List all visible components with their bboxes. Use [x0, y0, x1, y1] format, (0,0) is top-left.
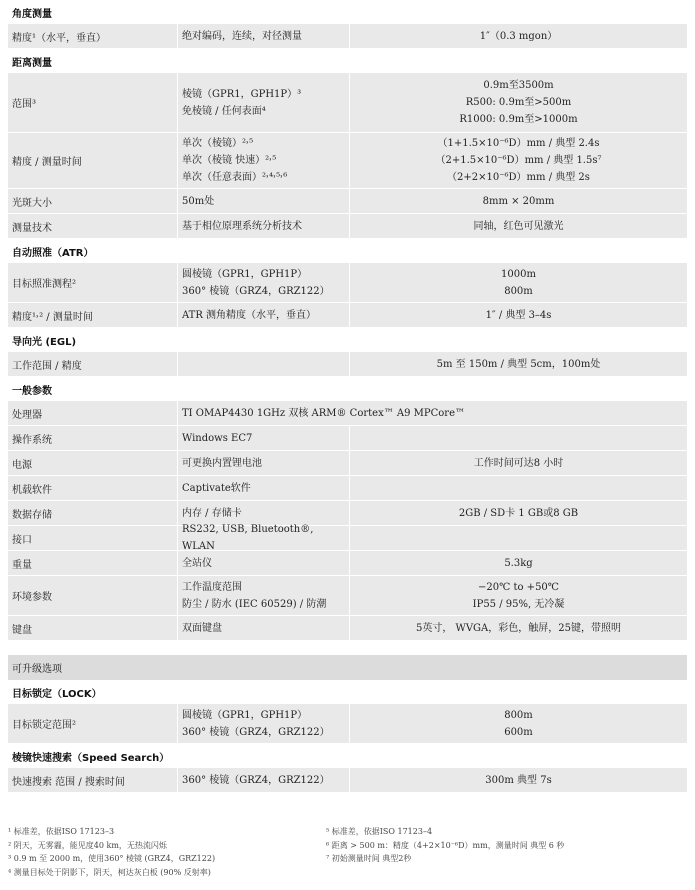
spacer: [8, 641, 687, 655]
spec-value: [350, 476, 687, 500]
spec-condition: [178, 576, 350, 615]
spec-value-line: （2+2×10⁻⁶D）mm / 典型 2s: [447, 172, 590, 183]
spec-value-line: IP55 / 95%, 无冷凝: [472, 598, 565, 610]
spec-value-line: 5.3kg: [504, 557, 533, 569]
spec-condition: [178, 768, 350, 792]
spec-condition-line: Windows EC7: [182, 432, 253, 444]
spec-label: 目标照准测程²: [8, 263, 178, 302]
section-title: 一般参数: [8, 377, 687, 401]
spec-value: [350, 616, 687, 640]
spec-value: [350, 526, 687, 550]
spec-value-line: R500: 0.9m至>500m: [465, 97, 572, 108]
footnote: ³ 0.9 m 至 2000 m，使用360° 棱镜 (GRZ4，GRZ122): [8, 854, 216, 863]
footnote: ⁶ 距离 > 500 m：精度（4+2×10⁻⁶D）mm，测量时间 典型 6 秒: [326, 840, 565, 850]
footnote: ² 阴天，无雾霾，能见度40 km，无热流闪烁: [8, 840, 167, 850]
spec-condition: [178, 616, 350, 640]
spec-condition-line: TI OMAP4430 1GHz 双核 ARM® Cortex™ A9 MPCore™: [182, 407, 465, 419]
spec-row: [8, 214, 687, 239]
spec-value: [350, 214, 687, 238]
spec-condition-line: 全站仪: [182, 557, 212, 569]
spec-label: 目标锁定范围²: [8, 704, 178, 743]
spec-value-line: 300m 典型 7s: [485, 774, 552, 786]
spec-row: [8, 303, 687, 328]
spec-row: [8, 768, 687, 793]
spec-value: [350, 426, 687, 450]
footnote: ¹ 标准差，依据ISO 17123–3: [8, 827, 115, 836]
spec-condition: [178, 551, 350, 575]
spec-value: [350, 133, 687, 188]
spec-label: 操作系统: [8, 426, 178, 450]
spec-value-line: 800m: [504, 709, 533, 721]
spec-value: [350, 352, 687, 376]
footnotes-right: [326, 825, 644, 879]
spec-condition: [178, 704, 350, 743]
spec-row: [8, 616, 687, 641]
spec-row: [8, 476, 687, 501]
section-title: 角度测量: [8, 0, 687, 24]
spec-value: [350, 451, 687, 475]
spec-value: [350, 73, 687, 132]
spec-row: [8, 189, 687, 214]
spec-value: [350, 501, 687, 525]
spec-value: [350, 768, 687, 792]
spec-condition-line: 360° 棱镜（GRZ4，GRZ122）: [182, 285, 330, 297]
spec-label: 精度¹˒² / 测量时间: [8, 303, 178, 327]
spec-condition: [178, 133, 350, 188]
spec-value-line: 0.9m至3500m: [483, 80, 554, 91]
spec-value-line: 1000m: [501, 268, 536, 280]
spec-value: [350, 303, 687, 327]
spec-condition-line: 单次（棱镜）²˒⁵: [182, 138, 254, 149]
spec-condition: [178, 426, 350, 450]
spec-condition-line: 防尘 / 防水 (IEC 60529) / 防潮: [182, 598, 327, 610]
spec-condition-line: 单次（任意表面）²˒⁴˒⁵˒⁶: [182, 172, 288, 183]
spec-label: 精度¹（水平，垂直）: [8, 24, 178, 48]
spec-row: [8, 704, 687, 744]
spec-value-line: 2GB / SD卡 1 GB或8 GB: [458, 507, 579, 519]
spec-value-line: 600m: [504, 726, 533, 738]
spec-condition-line: 圆棱镜（GPR1，GPH1P）: [182, 709, 308, 721]
spec-value-line: 1″ / 典型 3–4s: [485, 309, 552, 321]
spec-value-line: 5m 至 150m / 典型 5cm，100m处: [436, 358, 601, 370]
spec-label: 处理器: [8, 401, 178, 425]
spec-row: [8, 73, 687, 133]
spec-label: 测量技术: [8, 214, 178, 238]
spec-value: [350, 704, 687, 743]
spec-condition-line: 双面键盘: [182, 622, 222, 634]
spec-row: [8, 401, 687, 426]
spec-row: [8, 263, 687, 303]
spec-condition-line: RS232, USB, Bluetooth®, WLAN: [182, 524, 314, 552]
spec-condition-line: 工作温度范围: [182, 581, 242, 593]
footnote: ⁴ 测量目标处于阴影下，阴天，柯达灰白板 (90% 反射率): [8, 867, 211, 877]
spec-value-line: 5英寸， WVGA，彩色，触屏，25键，带照明: [416, 622, 621, 634]
spec-condition: [178, 303, 350, 327]
spec-condition: [178, 24, 350, 48]
spec-value-line: 同轴，红色可见激光: [473, 220, 564, 232]
spec-row: [8, 526, 687, 551]
spec-condition-line: 绝对编码，连续，对径测量: [182, 30, 302, 42]
spec-value-line: 1″（0.3 mgon）: [479, 30, 558, 42]
spec-condition: [178, 263, 350, 302]
spec-row: [8, 576, 687, 616]
spec-value: [350, 551, 687, 575]
spec-value: [350, 189, 687, 213]
footnote: ⁵ 标准差，依据ISO 17123–4: [326, 827, 433, 836]
section-title: 自动照准（ATR）: [8, 239, 687, 263]
spec-row: [8, 551, 687, 576]
spec-condition-line: 50m处: [182, 195, 215, 207]
spec-value: [350, 24, 687, 48]
spec-label: 精度 / 测量时间: [8, 133, 178, 188]
section-title: 目标锁定（LOCK）: [8, 680, 687, 704]
footnotes-left: [8, 825, 326, 879]
spec-label: 重量: [8, 551, 178, 575]
spec-condition: [178, 214, 350, 238]
spec-label: 数据存储: [8, 501, 178, 525]
footnotes: [8, 825, 687, 879]
spec-condition-line: 圆棱镜（GPR1，GPH1P）: [182, 268, 308, 280]
spec-value-line: （2+1.5×10⁻⁶D）mm / 典型 1.5s⁷: [435, 155, 602, 166]
spec-condition: [178, 352, 350, 376]
spec-value-line: （1+1.5×10⁻⁶D）mm / 典型 2.4s: [437, 138, 600, 149]
spec-condition-line: 可更换内置锂电池: [182, 457, 262, 469]
spec-label: 接口: [8, 526, 178, 550]
spec-label: 光斑大小: [8, 189, 178, 213]
spec-condition-line: 免棱镜 / 任何表面⁴: [182, 105, 266, 117]
spec-label: 机载软件: [8, 476, 178, 500]
spec-condition-line: 单次（棱镜 快速）²˒⁵: [182, 155, 277, 166]
spec-condition-line: 内存 / 存储卡: [182, 507, 242, 519]
spec-row: [8, 451, 687, 476]
spec-value-line: 8mm × 20mm: [482, 195, 555, 207]
spec-condition: [178, 189, 350, 213]
section-title: 棱镜快速搜索（Speed Search）: [8, 744, 687, 768]
spec-condition-line: 360° 棱镜（GRZ4，GRZ122）: [182, 774, 330, 786]
spec-row: [8, 426, 687, 451]
spec-row: [8, 133, 687, 189]
spec-condition: [178, 526, 350, 550]
spec-row: [8, 24, 687, 49]
section-title: 距离测量: [8, 49, 687, 73]
upgrade-options-header: 可升级选项: [8, 655, 687, 680]
spec-value: [350, 263, 687, 302]
spec-value-line: R1000: 0.9m至>1000m: [459, 114, 578, 125]
spec-label: 键盘: [8, 616, 178, 640]
spec-row: [8, 352, 687, 377]
spec-label: 电源: [8, 451, 178, 475]
spec-value-line: 工作时间可达8 小时: [473, 457, 564, 469]
spec-label: 环境参数: [8, 576, 178, 615]
spec-condition-line: 棱镜（GPR1，GPH1P）³: [182, 88, 302, 100]
section-title: 导向光 (EGL): [8, 328, 687, 352]
spec-condition-line: ATR 测角精度（水平，垂直）: [182, 309, 317, 321]
spec-value: [350, 576, 687, 615]
spec-value-line: 800m: [504, 285, 533, 297]
spec-condition-line: Captivate软件: [182, 482, 251, 494]
spec-label: 范围³: [8, 73, 178, 132]
spec-condition: [178, 401, 687, 425]
spec-condition-line: 360° 棱镜（GRZ4，GRZ122）: [182, 726, 330, 738]
spec-label: 工作范围 / 精度: [8, 352, 178, 376]
spec-table: [8, 0, 687, 793]
spec-condition: [178, 476, 350, 500]
spec-label: 快速搜索 范围 / 搜索时间: [8, 768, 178, 792]
spec-condition-line: 基于相位原理系统分析技术: [182, 220, 302, 232]
spec-value-line: −20℃ to +50℃: [478, 581, 559, 593]
footnote: ⁷ 初始测量时间 典型2秒: [326, 854, 412, 863]
spec-condition: [178, 451, 350, 475]
spec-condition: [178, 73, 350, 132]
